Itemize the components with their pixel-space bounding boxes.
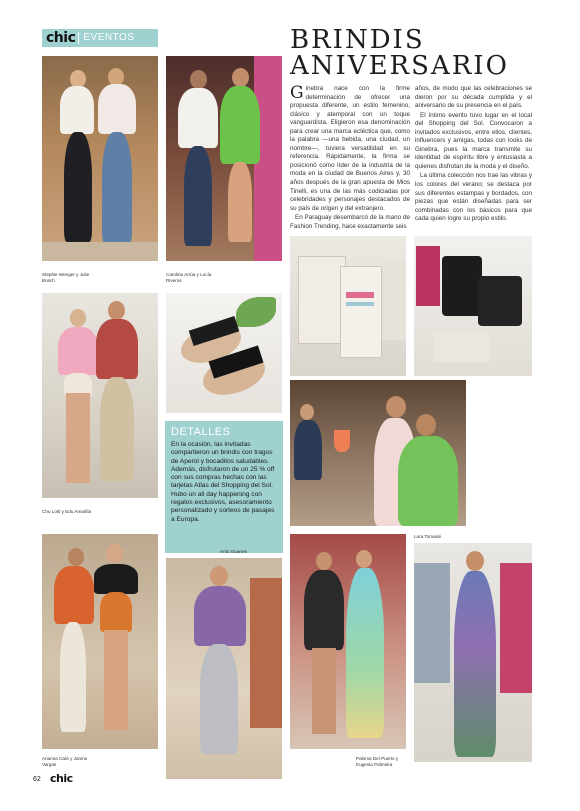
photo-lara: [414, 543, 532, 762]
title-line-2: ANIVERSARIO: [290, 51, 509, 81]
photo-black-bags: [414, 236, 532, 376]
photo-sandals: [166, 293, 282, 413]
page-number: 62: [33, 776, 41, 783]
photo-paloma-eugenia: [290, 534, 406, 749]
article-title: [290, 27, 540, 79]
caption-chu-edu: Chu Lotti y Edu Amarilla: [42, 509, 92, 514]
article-column-1: [290, 85, 410, 232]
brand-logo: chic: [46, 30, 76, 46]
photo-toast: [290, 380, 466, 526]
detalles-title: DETALLES: [171, 426, 231, 438]
caption-carolina-lucia: Carolina Arrúa y Lucía Riveros: [166, 272, 212, 283]
photo-anto: [166, 558, 282, 779]
paragraph: Ginebra nace con la firme determinación de ofrecer una propuesta diferente, un estilo femenino, clásico y atemporal con un toque vanguardista. Eligieron esa denominación para crear una marca ecléctica que, como la palabra —una bebida, una ciudad, un nombre—, tuviera versatilidad en su referencia. Rápidamente, la firma se posicionó como líder de la industria de la moda en la ciudad de Buenos Aires y, 30 años después de la gran apuesta de Mios Tinelli, es una de las más codiciadas por celebridades y personajes destacados de su país de origen y del extranjero.: [290, 83, 410, 212]
caption-anto: Anto Guanes: [220, 549, 247, 554]
caption-lara: Lara Tomassi: [414, 534, 442, 539]
paragraph: La última colección nos trae las vibras y los colores del verano; se destaca por sus diferentes estampas y bordados, con piezas que están diseñadas para ser combinadas con los básicos para que cada quien logre su propio estilo.: [415, 172, 532, 223]
paragraph: En Paraguay desembarcó de la mano de Fashion Trending, hace exactamente seis: [290, 214, 410, 230]
detalles-box: [165, 421, 283, 553]
caption-stephie-julie: Stephie Wenger y Julie Bosch: [42, 272, 90, 283]
section-label: EVENTOS: [78, 32, 134, 44]
detalles-text: En la ocasión, las invitadas compartieron un brindis con tragos de Aperol y bocaditos saludables. Además, disfrutaron de un 25 % off con sus compras hechas con las tarjetas Atlas del Shopping del Sol. Hubo un all day happening con regalos exclusivos, asesoramiento personalizado y sorteos de pasajes a Europa.: [171, 441, 275, 523]
section-header: [42, 29, 158, 47]
title-line-1: BRINDIS: [290, 25, 425, 55]
photo-carolina-lucia: [166, 56, 282, 261]
caption-paloma-eugenia: Paloma Del Puerto y Eugenia Palmeira: [356, 756, 399, 767]
paragraph: El íntimo evento tuvo lugar en el local del Shopping del Sol. Convocaron a invitados exclusivos, entre ellos, clientes, influencers y amigas, todas con looks de Ginebra, pues la marca transmite su identidad de espíritu libre y entusiasta a quienes disfrutan de la moda y el diseño.: [415, 111, 532, 170]
photo-bags: [290, 236, 406, 376]
photo-arianna-janine: [42, 534, 158, 749]
photo-chu-edu: [42, 293, 158, 498]
article-column-2: [415, 85, 532, 225]
paragraph: años, de modo que las celebraciones se dieron por su década cumplida y el aniversario de su presencia en el país.: [415, 85, 532, 110]
photo-stephie-julie: [42, 56, 158, 261]
dropcap: G: [290, 83, 304, 103]
footer-brand-logo: chic: [50, 772, 73, 785]
caption-arianna-janine: Arianna Cató y Janine Vargas: [42, 756, 88, 767]
